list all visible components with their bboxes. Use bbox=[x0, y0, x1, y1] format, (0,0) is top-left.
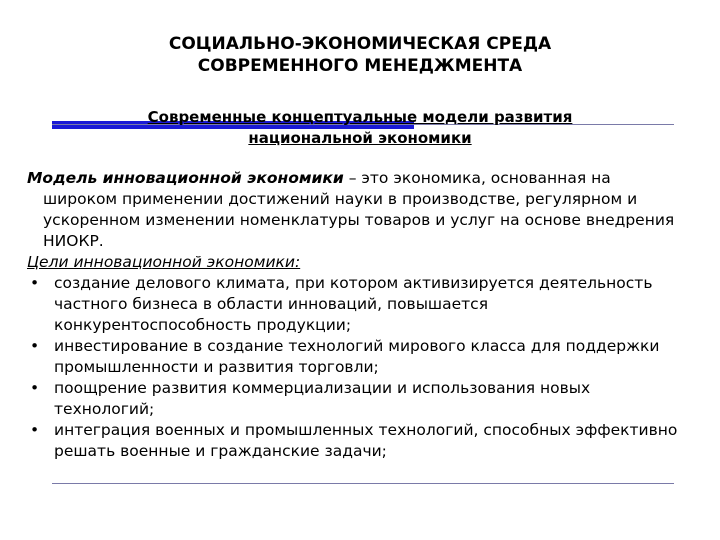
slide-title-line-1: СОЦИАЛЬНО-ЭКОНОМИЧЕСКАЯ СРЕДА bbox=[168, 34, 552, 54]
goal-text: инвестирование в создание технологий мирового класса для поддержки промышленности и развития торговли; bbox=[54, 337, 660, 376]
goal-list-item bbox=[27, 336, 687, 378]
bullet-icon: • bbox=[30, 274, 40, 292]
bullet-icon: • bbox=[30, 337, 40, 355]
goal-list-item bbox=[27, 273, 687, 336]
bottom-rule-line bbox=[52, 483, 674, 484]
goal-text: поощрение развития коммерциализации и использования новых технологий; bbox=[54, 379, 591, 418]
bullet-icon: • bbox=[30, 421, 40, 439]
slide-subtitle-line-1: Современные концептуальные модели развития bbox=[147, 108, 573, 126]
slide-title bbox=[0, 33, 720, 77]
slide-subtitle bbox=[0, 107, 720, 149]
slide-title-line-2: СОВРЕМЕННОГО МЕНЕДЖМЕНТА bbox=[197, 56, 523, 76]
slide-subtitle-line-2: национальной экономики bbox=[248, 129, 472, 147]
goal-text: создание делового климата, при котором активизируется деятельность частного бизнеса в области инноваций, повышается конкурентоспособность продукции; bbox=[54, 274, 653, 334]
slide-body bbox=[27, 168, 687, 462]
goal-list-item bbox=[27, 420, 687, 462]
goal-text: интеграция военных и промышленных технологий, способных эффективно решать военные и гражданские задачи; bbox=[54, 421, 678, 460]
goal-list-item bbox=[27, 378, 687, 420]
definition-text: – это экономика, основанная на широком применении достижений науки в производстве, регулярном и ускоренном изменении номенклатуры товаров и услуг на основе внедрения НИОКР. bbox=[43, 169, 675, 250]
goals-heading: Цели инновационной экономики: bbox=[27, 253, 301, 271]
definition-paragraph bbox=[27, 168, 687, 252]
definition-term: Модель инновационной экономики bbox=[27, 169, 344, 187]
bullet-icon: • bbox=[30, 379, 40, 397]
